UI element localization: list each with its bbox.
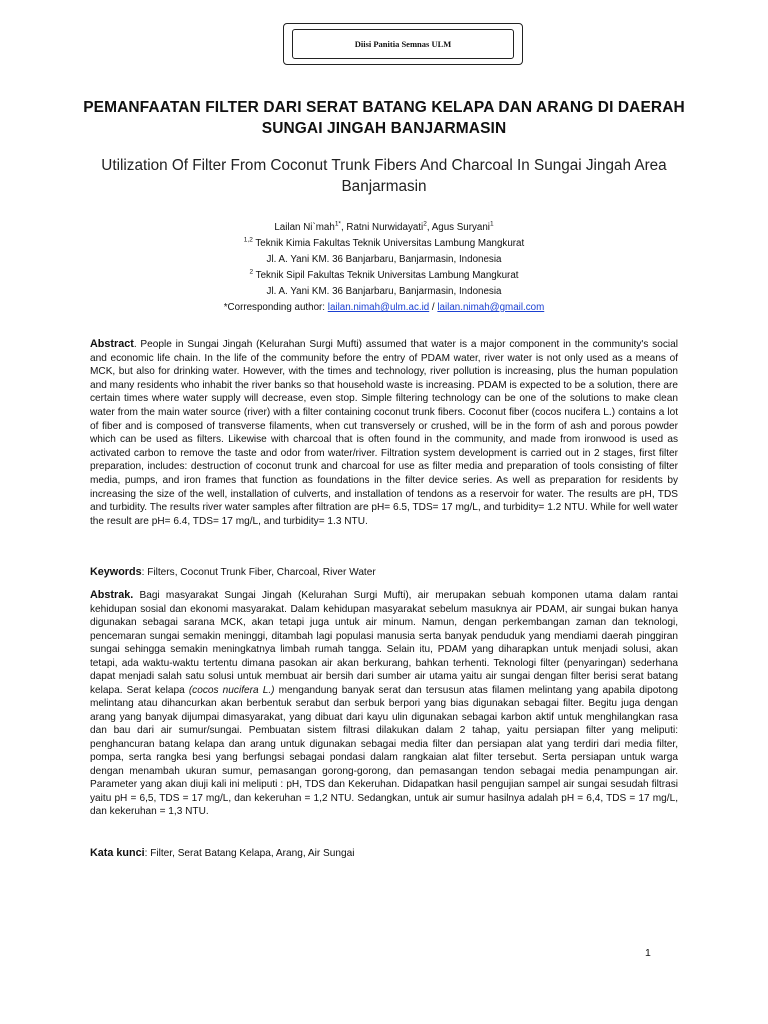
keywords-english xyxy=(90,565,678,580)
abstrak-text-part-2: mengandung banyak serat dan tersusun atas filamen melintang yang apabila dipotong melintang atau dihancurkan akan berbentuk serabut dan serbuk berpori yang bias digunakan sebagai filter. Begitu juga dengan arang yang banyak dijumpai dimasyarakat, yang dibuat dari kayu ulin digunakan sebagai karbon aktif untuk menghilangkan rasa dan bau dari air sumur/sungai. Pembuatan sistem filtrasi dilakukan dalam 2 tahap, yaitu persiapan filter yang meliputi: penghancuran batang kelapa dan arang untuk digunakan sebagai media filter dan persiapan alat yang terdiri dari media filter, pompa, serta rangka besi yang berfungsi sebagai pondasi dalam rangkaian alat filter tersebut. Serta persiapan untuk warga dengan menambah ukuran sumur, pemasangan gorong-gorong, dan pemasangan tendon sebagai media penampungan air. Parameter yang akan diuji kali ini meliputi : pH, TDS dan Kekeruhan. Didapatkan hasil pengujian sampel air sungai sesudah filtrasi yaitu pH = 6,5, TDS = 17 mg/L, dan kekeruhan = 1,2 NTU. Sedangkan, untuk air sumur hasilnya adalah pH = 6,4, TDS = 17 mg/L, dan kekeruhan = 1,3 NTU. xyxy=(90,684,678,817)
abstract-label: Abstract xyxy=(90,338,134,350)
affiliation-2: $^2$ Teknik Sipil Fakultas Teknik Universitas Lambung Mangkurat xyxy=(249,268,519,281)
abstract-text: . People in Sungai Jingah (Kelurahan Surgi Mufti) assumed that water is a major component in the community's social and economic life chain. In the life of the community before the entry of PDAM water, river water is not only used as a means of MCK, but also for drinking water. However, with the times and technology, river pollution is increasing, plus the human population and many residents who inhabit the river banks so that household waste is increasing. PDAM is expected to be a solution, there are certain times where water supply will decrease, even stop. Simple filtering technology can be one of the solutions to make clean water from the main water source (river) with a filter containing coconut trunk fibers. Coconut fiber (cocos nucifera L.) contains a lot of fiber and is composed of transverse filaments, when cut transversely or crushed, will be in the form of ash and porous powder which can be used as filters. Likewise with charcoal that is often found in the community, and made from ironwood is used as activated carbon to remove the taste and odor from water/river. Filtration system development is carried out in 2 stages, first filter preparation, includes: destruction of coconut trunk and charcoal for use as filter media and preparation of tools consisting of filter media, pumps, and iron frames that function as foundations in the filter device series. As well as preparation for residents by increasing the size of the well, installation of culverts, and installation of tendons as a reservoir for water. The results are pH, TDS and turbidity. The results river water samples after filtration are pH= 6.5, TDS= 17 mg/L, and turbidity= 1.2 NTU. While for well water the result are pH= 6.4, TDS= 17 mg/L, and turbidity= 1.3 NTU. xyxy=(90,339,678,527)
kata-kunci-label: Kata kunci xyxy=(90,847,145,859)
corresponding-author: *Corresponding author: lailan.nimah@ulm.ac.id / lailan.nimah@gmail.com xyxy=(223,302,545,313)
affiliation-1: $^{1,2}$ Teknik Kimia Fakultas Teknik Universitas Lambung Mangkurat xyxy=(243,236,525,249)
committee-box-label: Diisi Panitia Semnas ULM xyxy=(292,29,514,59)
abstract-english xyxy=(90,338,678,528)
paper-title: PEMANFAATAN FILTER DARI SERAT BATANG KELAPA DAN ARANG DI DAERAH SUNGAI JINGAH BANJARMASIN xyxy=(83,99,685,137)
abstrak-italic-species: (cocos nucifera L.) xyxy=(188,684,275,696)
author-block xyxy=(90,220,678,316)
email-link-ulm[interactable]: lailan.nimah@ulm.ac.id xyxy=(327,302,430,313)
page-number: 1 xyxy=(645,947,651,959)
author-names: Lailan Ni`mah$^{1*}$, Ratni Nurwidayati$^2$, Agus Suryani$^1$ xyxy=(274,220,494,233)
committee-box xyxy=(283,23,523,65)
address-2: Jl. A. Yani KM. 36 Banjarbaru, Banjarmasin, Indonesia xyxy=(266,286,502,297)
email-link-gmail[interactable]: lailan.nimah@gmail.com xyxy=(437,302,545,313)
abstract-indonesian xyxy=(90,589,678,819)
address-1: Jl. A. Yani KM. 36 Banjarbaru, Banjarmasin, Indonesia xyxy=(266,254,502,265)
keywords-text: : Filters, Coconut Trunk Fiber, Charcoal, River Water xyxy=(141,567,376,578)
keywords-indonesian xyxy=(90,846,678,861)
keywords-label: Keywords xyxy=(90,566,142,578)
abstrak-text-part-1: Bagi masyarakat Sungai Jingah (Kelurahan Surgi Mufti), air merupakan sebuah komponen utama dalam rantai kehidupan sosial dan ekonomi masyarakat. Dalam kehidupan masyarakat sebelum masuknya air PDAM, air sungai bukan hanya digunakan sebagai sarana MCK, akan tetapi juga untuk air minum. Namun, dengan perkembangan zaman dan teknologi, pencemaran sungai semakin meninggi, ditambah lagi populasi manusia serta banyak penduduk yang mendiami daerah pinggiran sungai sehingga semakin meningkatnya limbah rumah tangga. Selain itu, PDAM yang diharapkan untuk menjadi solusi, akan tetapi, ada waktu-waktu tertentu dimana pasokan air akan berkurang, bahkan terhenti. Teknologi filter (penyaringan) sederhana dapat menjadi salah satu solusi untuk membuat air bersih dari sumber air utama yaitu air sungai dengan filter berisi serat batang kelapa. Serat kelapa xyxy=(90,590,678,696)
abstrak-label: Abstrak. xyxy=(90,589,134,601)
paper-subtitle: Utilization Of Filter From Coconut Trunk Fibers And Charcoal In Sungai Jingah Area Banjarmasin xyxy=(101,157,667,195)
kata-kunci-text: : Filter, Serat Batang Kelapa, Arang, Air Sungai xyxy=(144,848,355,859)
